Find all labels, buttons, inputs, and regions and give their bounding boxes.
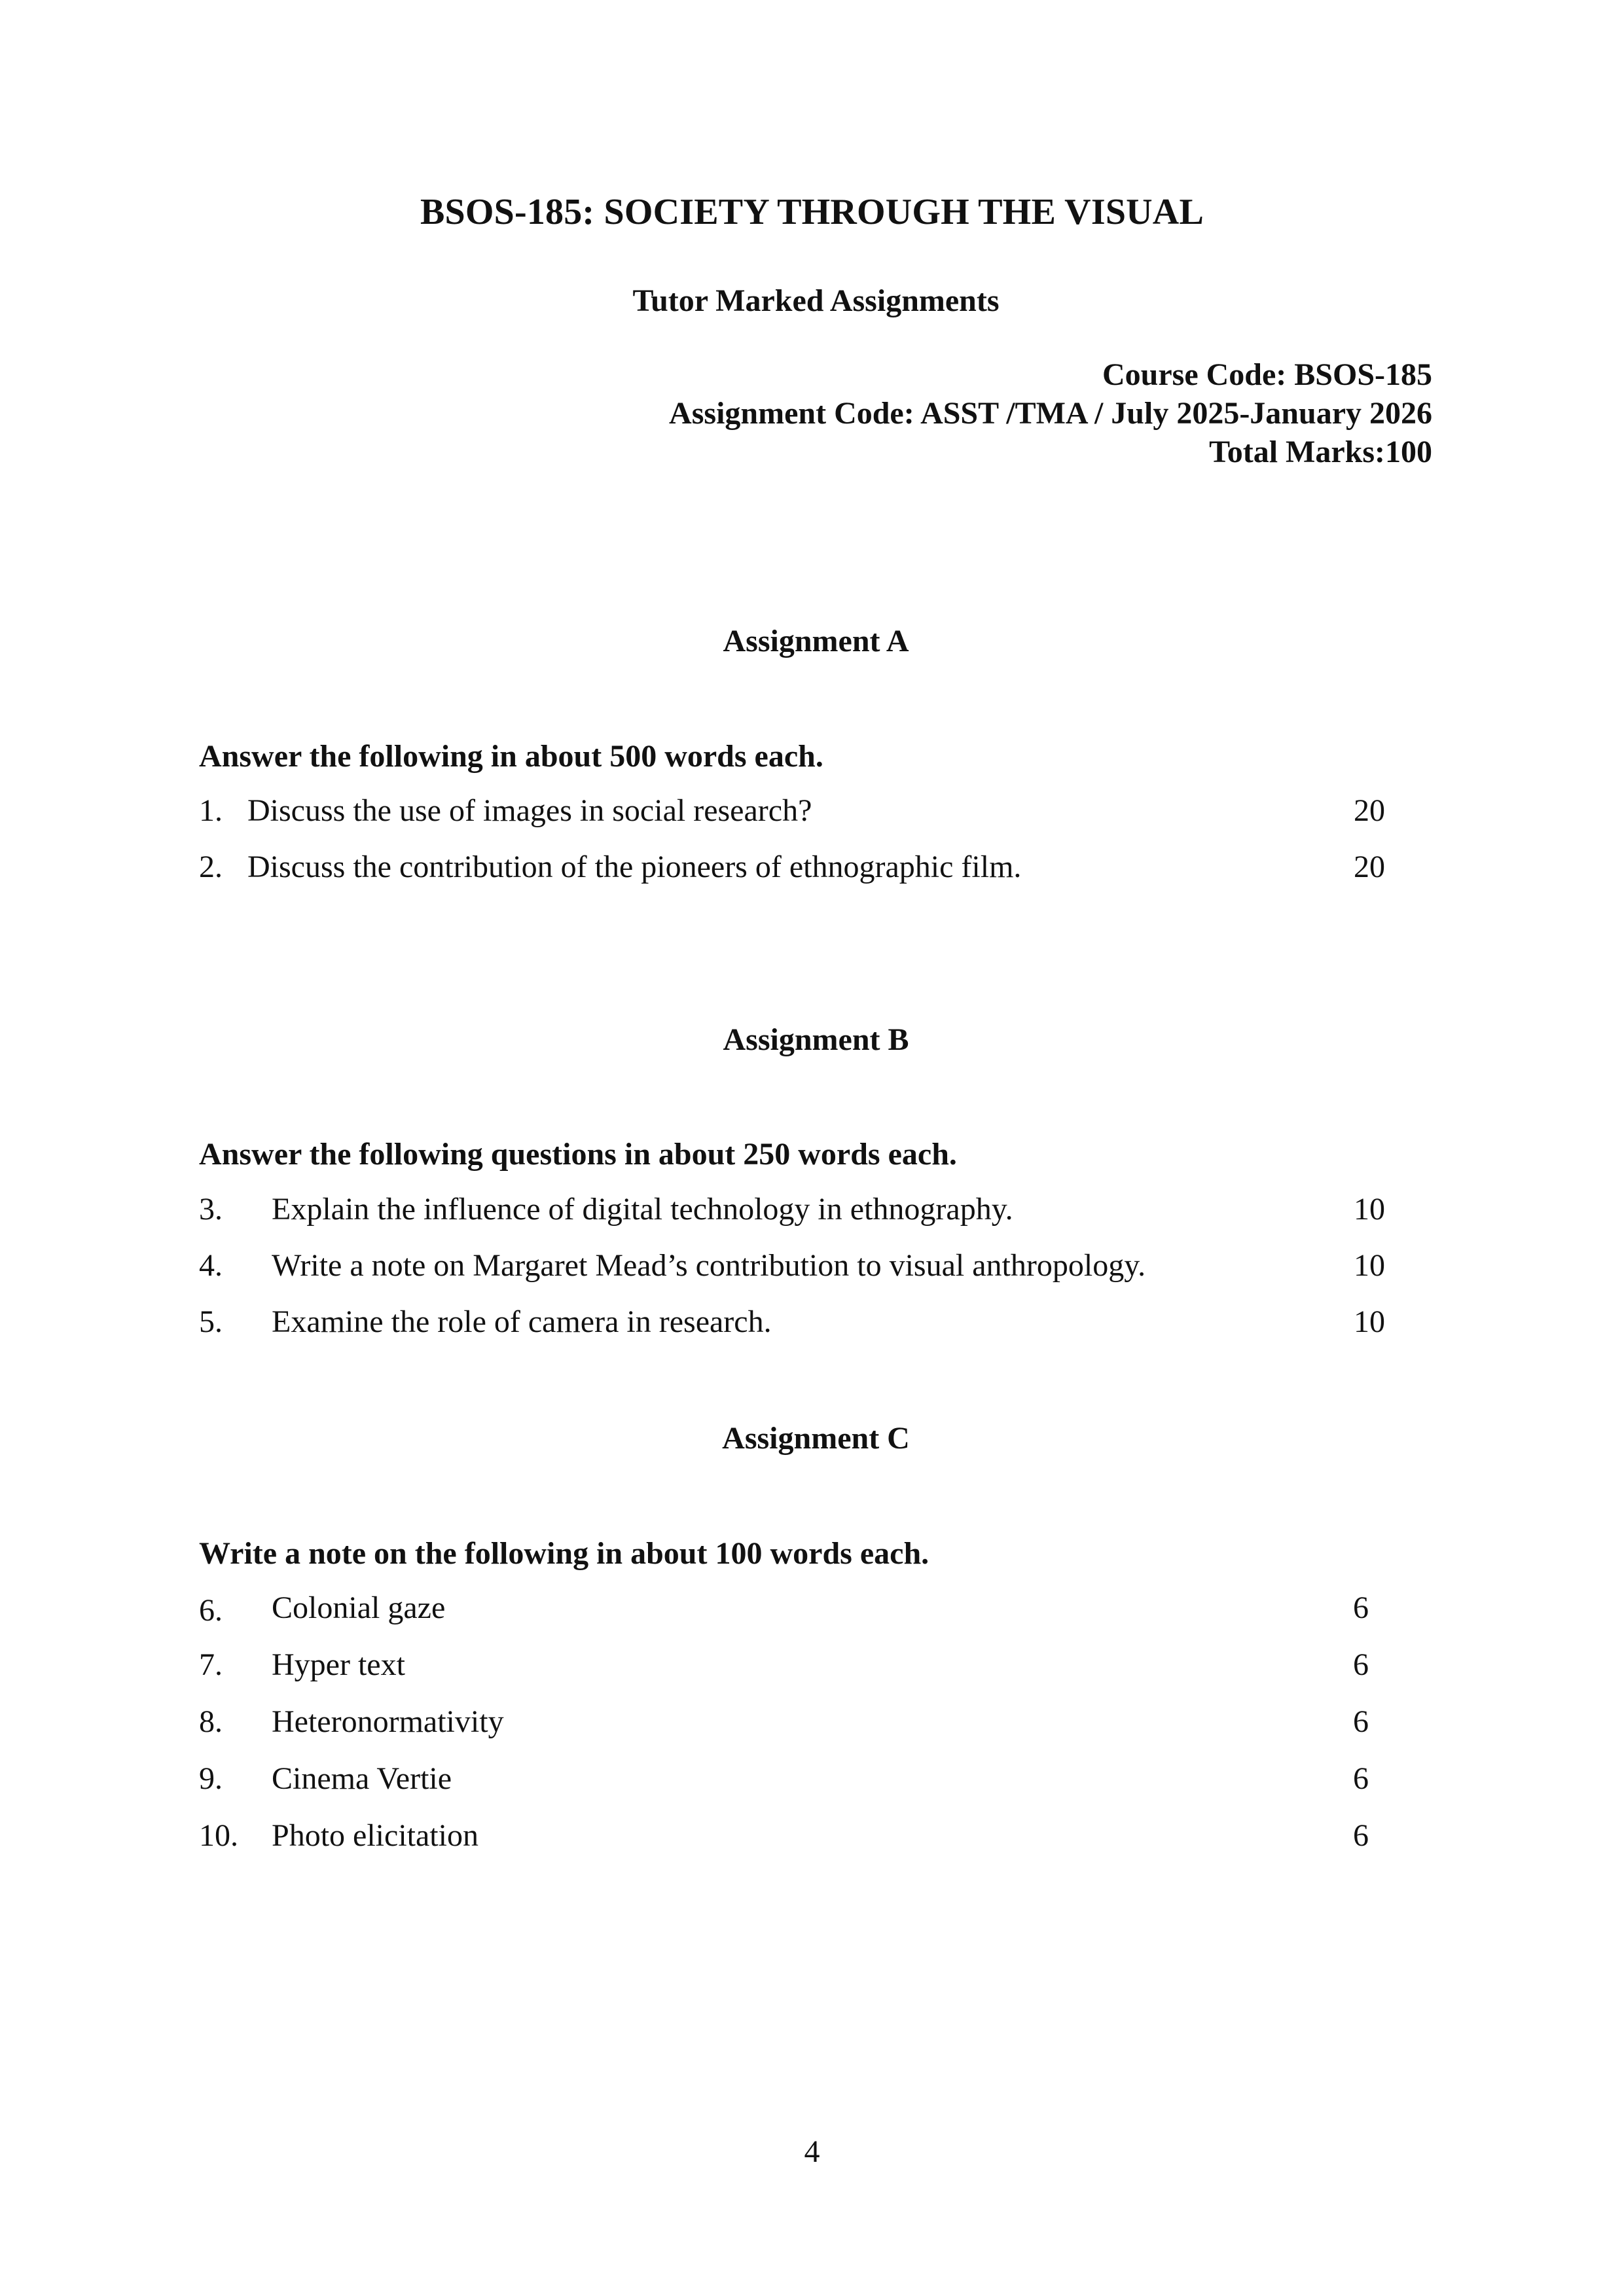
question-text: Discuss the use of images in social research? [247,793,812,828]
question-number: 7. [199,1647,223,1682]
question-number: 9. [199,1761,223,1796]
question-marks: 6 [1353,1818,1369,1853]
question-number: 10. [199,1818,238,1853]
question-marks: 6 [1353,1647,1369,1682]
question-text: Heteronormativity [272,1704,504,1739]
question-marks: 6 [1353,1704,1369,1739]
question-text: Discuss the contribution of the pioneers of ethnographic film. [247,850,1022,884]
question-text: Colonial gaze [272,1590,446,1625]
total-marks: Total Marks:100 [1209,435,1432,469]
assignment-a-instruction: Answer the following in about 500 words each. [199,739,823,774]
assignment-c-heading: Assignment C [722,1421,910,1456]
question-marks: 6 [1353,1761,1369,1796]
question-text: Write a note on Margaret Mead’s contribution to visual anthropology. [272,1248,1146,1283]
question-marks: 10 [1354,1248,1385,1283]
question-number: 5. [199,1304,223,1339]
question-marks: 20 [1354,793,1385,828]
question-marks: 10 [1354,1192,1385,1227]
page-number: 4 [804,2134,820,2169]
question-text: Explain the influence of digital technology in ethnography. [272,1192,1013,1227]
question-text: Examine the role of camera in research. [272,1304,772,1339]
page-subtitle: Tutor Marked Assignments [632,283,1000,318]
course-code: Course Code: BSOS-185 [1102,357,1432,392]
question-number: 1. [199,793,223,828]
assignment-c-instruction: Write a note on the following in about 100 words each. [199,1536,929,1571]
assignment-b-heading: Assignment B [723,1022,909,1057]
question-number: 8. [199,1704,223,1739]
question-number: 3. [199,1192,223,1227]
question-text: Cinema Vertie [272,1761,452,1796]
assignment-b-instruction: Answer the following questions in about 250 words each. [199,1137,957,1172]
question-number: 2. [199,850,223,884]
question-number: 4. [199,1248,223,1283]
question-marks: 20 [1354,850,1385,884]
question-marks: 10 [1354,1304,1385,1339]
assignment-a-heading: Assignment A [723,624,909,658]
question-text: Hyper text [272,1647,405,1682]
page-title: BSOS-185: SOCIETY THROUGH THE VISUAL [420,192,1204,232]
question-text: Photo elicitation [272,1818,478,1853]
question-number: 6. [199,1593,223,1628]
assignment-code: Assignment Code: ASST /TMA / July 2025-January 2026 [669,396,1432,431]
question-marks: 6 [1353,1590,1369,1625]
